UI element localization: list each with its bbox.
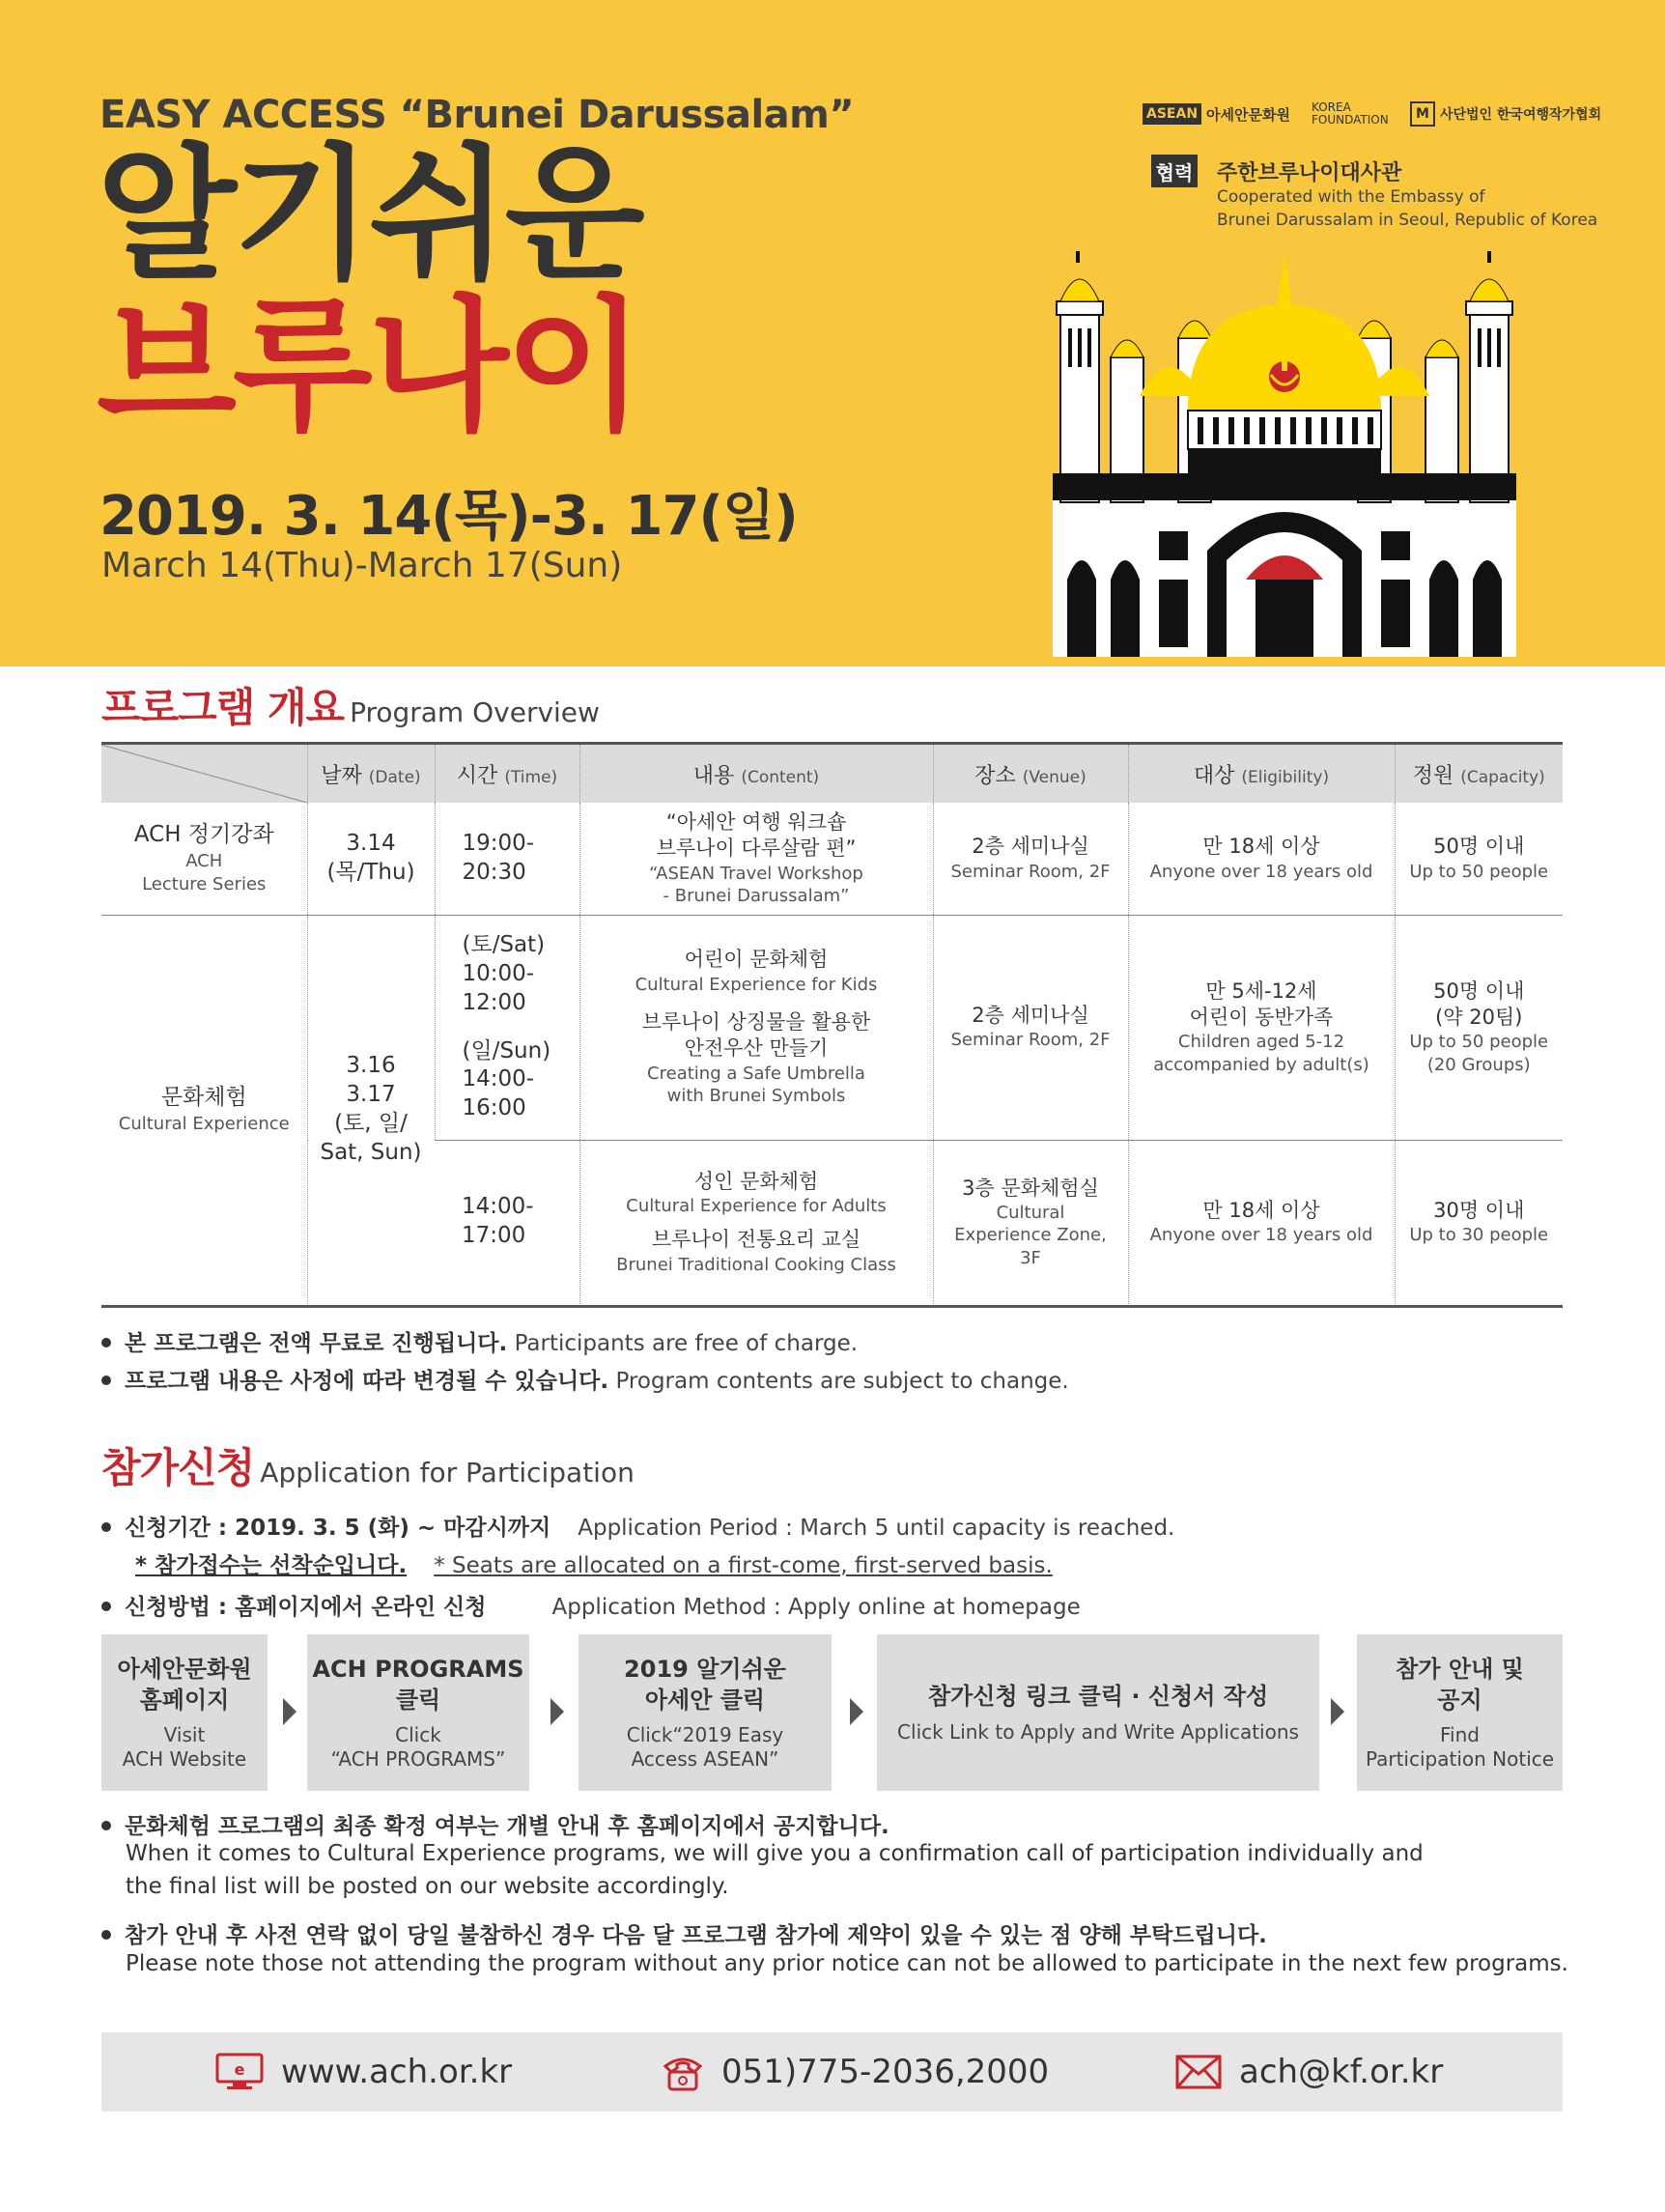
mosque-illustration bbox=[1043, 251, 1526, 657]
bullet-icon bbox=[101, 1338, 111, 1347]
program-overview-title-kr: 프로그램 개요 bbox=[101, 684, 345, 731]
header-eligibility: 대상 (Eligibility) bbox=[1128, 745, 1395, 803]
program-overview-title bbox=[101, 676, 600, 734]
svg-text:e: e bbox=[234, 2060, 245, 2079]
program-table bbox=[101, 745, 1563, 1304]
date-lecture: 3.14 (목/Thu) bbox=[307, 803, 435, 915]
eligibility-kids: 만 5세-12세 어린이 동반가족 Children aged 5-12 accompanied by adult(s) bbox=[1128, 915, 1395, 1140]
first-come-notice: * 참가접수는 선착순입니다. * Seats are allocated on a first-come, first-served basis. bbox=[135, 1553, 1053, 1578]
notice-absence-en: Please note those not attending the program without any prior notice can not be allowed to participate in the next few programs. bbox=[126, 1951, 1568, 1976]
step-find-notice: 참가 안내 및 공지 Find Participation Notice bbox=[1357, 1634, 1563, 1791]
venue-kids: 2층 세미나실 Seminar Room, 2F bbox=[933, 915, 1128, 1140]
table-bottom-rule bbox=[101, 1305, 1563, 1308]
left-minaret bbox=[1057, 251, 1103, 502]
step-arrow-icon bbox=[550, 1698, 564, 1725]
korea-foundation-logo bbox=[1312, 101, 1389, 127]
mail-icon bbox=[1175, 2055, 1222, 2089]
capacity-adults: 30명 이내 Up to 30 people bbox=[1395, 1140, 1563, 1304]
application-title-en: Application for Participation bbox=[260, 1457, 635, 1489]
category-cultural: 문화체험 Cultural Experience bbox=[118, 1085, 290, 1134]
email-contact[interactable] bbox=[1175, 2032, 1443, 2112]
table-row-lecture bbox=[101, 803, 1563, 915]
time-kids: (토/Sat) 10:00- 12:00 (일/Sun) 14:00- 16:00 bbox=[435, 915, 579, 1140]
content-adults: 성인 문화체험 Cultural Experience for Adults 브루나이 전통요리 교실 Brunei Traditional Cooking Class bbox=[579, 1140, 933, 1304]
time-adults: 14:00- 17:00 bbox=[435, 1140, 579, 1304]
application-title-kr: 참가신청 bbox=[101, 1444, 255, 1491]
date-cultural: 3.16 3.17 (토, 일/ Sat, Sun) bbox=[307, 915, 435, 1304]
program-overview-title-en: Program Overview bbox=[350, 696, 600, 728]
eligibility-lecture: 만 18세 이상 Anyone over 18 years old bbox=[1128, 803, 1395, 915]
header-date: 날짜 (Date) bbox=[307, 745, 435, 803]
step-click-easy-access: 2019 알기쉬운 아세안 클릭 Click“2019 Easy Access ASEAN” bbox=[579, 1634, 832, 1791]
cooperation-english-line-1: Cooperated with the Embassy of bbox=[1217, 187, 1485, 207]
asean-logo-mark: ASEAN bbox=[1143, 103, 1201, 125]
note-free-of-charge: 본 프로그램은 전액 무료로 진행됩니다. Participants are free of charge. bbox=[101, 1325, 858, 1357]
email-text: ach@kf.or.kr bbox=[1239, 2053, 1444, 2091]
step-arrow-icon bbox=[283, 1698, 296, 1725]
travel-writers-association-logo bbox=[1410, 101, 1601, 127]
table-header-row bbox=[101, 745, 1563, 803]
organizer-logos bbox=[1143, 97, 1602, 131]
eligibility-adults: 만 18세 이상 Anyone over 18 years old bbox=[1128, 1140, 1395, 1304]
cooperation-badge: 협력 bbox=[1151, 155, 1198, 187]
header-capacity: 정원 (Capacity) bbox=[1395, 745, 1563, 803]
notice-confirmation-kr: 문화체험 프로그램의 최종 확정 여부는 개별 안내 후 홈페이지에서 공지합니다. bbox=[101, 1808, 889, 1840]
header-corner-cell bbox=[101, 745, 307, 803]
phone-text: 051)775-2036,2000 bbox=[721, 2053, 1050, 2091]
phone-icon bbox=[662, 2053, 704, 2091]
application-title bbox=[101, 1436, 635, 1494]
content-kids: 어린이 문화체험 Cultural Experience for Kids 브루나이 상징물을 활용한 안전우산 만들기 Creating a Safe Umbrella with Brunei Symbols bbox=[579, 915, 933, 1140]
step-arrow-icon bbox=[1331, 1698, 1344, 1725]
travel-writers-logo-mark: M bbox=[1410, 101, 1435, 127]
time-lecture: 19:00- 20:30 bbox=[435, 803, 579, 915]
header-time: 시간 (Time) bbox=[435, 745, 579, 803]
korean-title-line-1: 알기쉬운 bbox=[97, 131, 641, 299]
bullet-icon bbox=[101, 1375, 111, 1385]
contact-footer bbox=[101, 2032, 1563, 2112]
kf-logo-text: KOREA FOUNDATION bbox=[1312, 99, 1389, 127]
venue-lecture: 2층 세미나실 Seminar Room, 2F bbox=[933, 803, 1128, 915]
application-steps bbox=[101, 1634, 1563, 1791]
header-venue: 장소 (Venue) bbox=[933, 745, 1128, 803]
notice-absence-kr: 참가 안내 후 사전 연락 없이 당일 불참하신 경우 다음 달 프로그램 참가에 제약이 있을 수 있는 점 양해 부탁드립니다. bbox=[101, 1917, 1267, 1949]
notice-confirmation-en-2: the final list will be posted on our website accordingly. bbox=[126, 1874, 729, 1899]
event-date-korean: 2019. 3. 14(목)-3. 17(일) bbox=[99, 485, 798, 548]
asean-logo-text: 아세안문화원 bbox=[1206, 105, 1290, 124]
english-title: EASY ACCESS “Brunei Darussalam” bbox=[99, 93, 855, 137]
step-arrow-icon bbox=[850, 1698, 863, 1725]
bullet-icon bbox=[101, 1821, 111, 1830]
cooperation-korean: 주한브루나이대사관 bbox=[1217, 161, 1402, 185]
step-click-ach-programs: ACH PROGRAMS 클릭 Click “ACH PROGRAMS” bbox=[307, 1634, 529, 1791]
header-content: 내용 (Content) bbox=[579, 745, 933, 803]
phone-contact[interactable] bbox=[662, 2032, 1049, 2112]
table-row-kids bbox=[101, 915, 1563, 1140]
website-text: www.ach.or.kr bbox=[281, 2053, 513, 2091]
bullet-icon bbox=[101, 1930, 111, 1940]
cooperation-english-line-2: Brunei Darussalam in Seoul, Republic of Korea bbox=[1217, 211, 1598, 230]
category-lecture: ACH 정기강좌 ACH Lecture Series bbox=[101, 803, 307, 915]
step-visit-website: 아세안문화원 홈페이지 Visit ACH Website bbox=[101, 1634, 268, 1791]
capacity-kids: 50명 이내 (약 20팀) Up to 50 people (20 Groups) bbox=[1395, 915, 1563, 1140]
asean-culture-house-logo bbox=[1143, 103, 1290, 125]
korean-title-line-2: 브루나이 bbox=[97, 283, 641, 451]
capacity-lecture: 50명 이내 Up to 50 people bbox=[1395, 803, 1563, 915]
web-monitor-icon bbox=[215, 2053, 264, 2091]
note-subject-to-change: 프로그램 내용은 사정에 따라 변경될 수 있습니다. Program contents are subject to change. bbox=[101, 1363, 1069, 1395]
step-apply-link: 참가신청 링크 클릭 · 신청서 작성 Click Link to Apply and Write Applications bbox=[877, 1634, 1319, 1791]
right-minaret bbox=[1466, 251, 1512, 502]
content-lecture: “아세안 여행 워크숍 브루나이 다루살람 편” “ASEAN Travel Workshop - Brunei Darussalam” bbox=[579, 803, 933, 915]
bullet-icon bbox=[101, 1602, 111, 1611]
event-date-english: March 14(Thu)-March 17(Sun) bbox=[101, 546, 623, 585]
travel-writers-logo-text: 사단법인 한국여행작가협회 bbox=[1439, 107, 1602, 123]
application-period: 신청기간 : 2019. 3. 5 (화) ~ 마감시까지 Application Period : March 5 until capacity is reached. bbox=[101, 1510, 1174, 1542]
notice-confirmation-en-1: When it comes to Cultural Experience programs, we will give you a confirmation call of participation individually and bbox=[126, 1841, 1424, 1866]
bullet-icon bbox=[101, 1522, 111, 1532]
website-link[interactable] bbox=[215, 2032, 512, 2112]
main-dome bbox=[1188, 304, 1381, 411]
venue-adults: 3층 문화체험실 Cultural Experience Zone, 3F bbox=[933, 1140, 1128, 1304]
application-method: 신청방법 : 홈페이지에서 온라인 신청 Application Method : Apply online at homepage bbox=[101, 1589, 1081, 1621]
